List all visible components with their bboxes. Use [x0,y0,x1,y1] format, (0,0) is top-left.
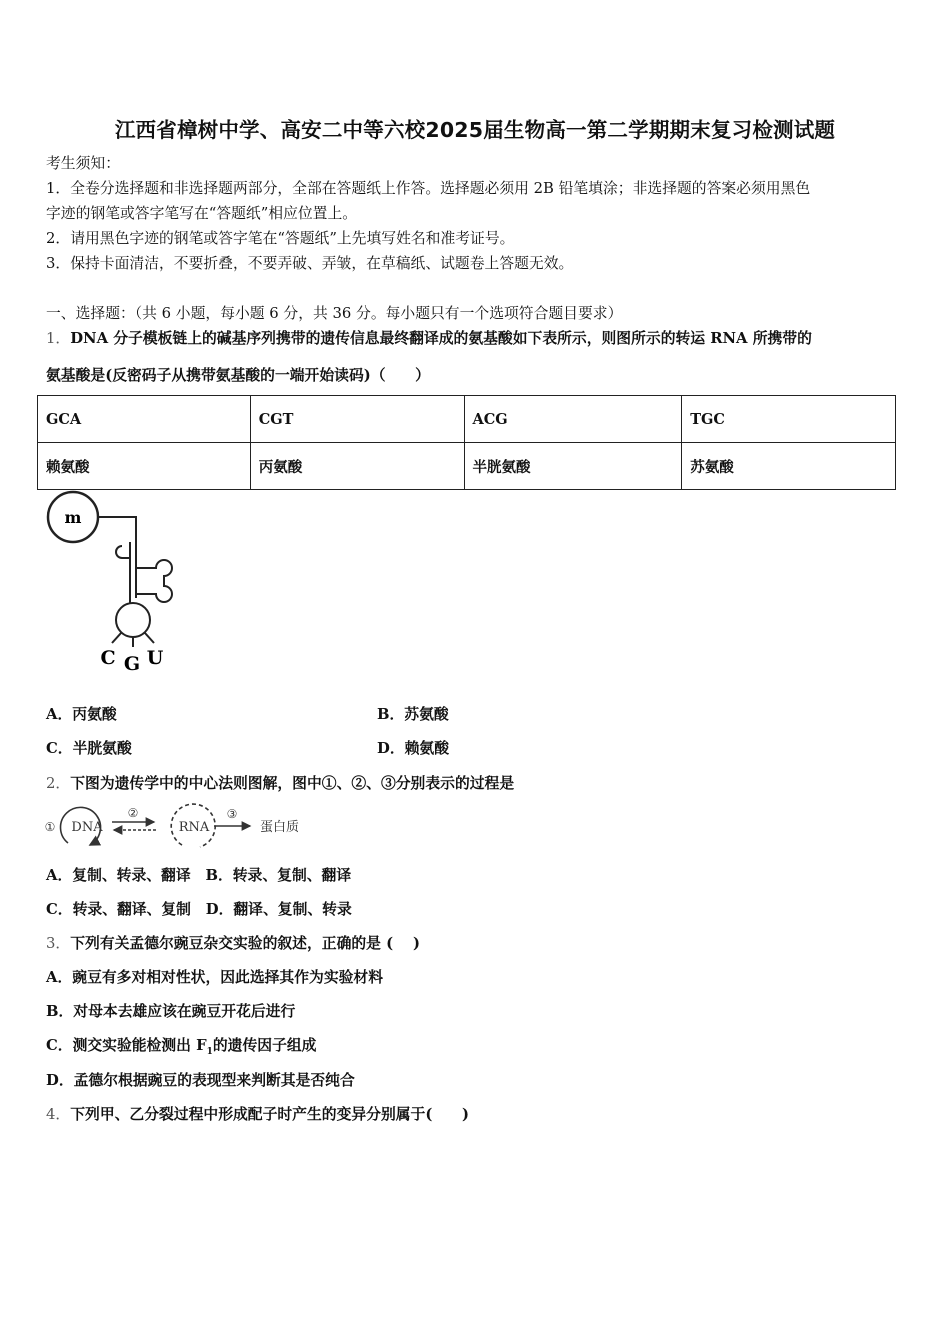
table-cell: GCA [38,396,251,443]
question-2-stem-text: 下图为遗传学中的中心法则图解，图中①、②、③分别表示的过程是 [70,775,515,792]
question-2-number: 2． [46,775,71,792]
question-2-stem [46,772,514,793]
question-1-number: 1． [46,330,71,347]
question-3-option-b[interactable]: B．对母本去雄应该在豌豆开花后进行 [46,1003,296,1020]
notice-line-1b: 字迹的钢笔或答字笔写在“答题纸”相应位置上。 [46,205,358,222]
option-c-text: C．测交实验能检测出 F [46,1037,207,1054]
question-1-stem-a-text: DNA 分子模板链上的碱基序列携带的遗传信息最终翻译成的氨基酸如下表所示，则图所示的转运 RNA 所携带的 [70,330,812,347]
question-3-option-d[interactable]: D．孟德尔根据豌豆的表现型来判断其是否纯合 [46,1072,355,1089]
question-4-number: 4． [46,1106,71,1123]
option-c-text-end: 的遗传因子组成 [212,1037,317,1054]
question-3-option-a[interactable]: A．豌豆有多对相对性状，因此选择其作为实验材料 [46,969,384,986]
question-3-stem-text: 下列有关孟德尔豌豆杂交实验的叙述，正确的是 ( ) [70,935,421,952]
option-d[interactable]: D．赖氨酸 [377,740,450,757]
process-label-2: ② [127,806,139,820]
question-2-options-row-1[interactable]: A．复制、转录、翻译 B．转录、复制、翻译 [46,867,352,884]
table-cell: 半胱氨酸 [464,443,682,490]
page-title: 江西省樟树中学、高安二中等六校2025届生物高一第二学期期末复习检测试题 [114,118,836,142]
table-row [38,443,896,490]
rna-label: RNA [178,820,210,835]
question-2-options-row-2[interactable]: C．转录、翻译、复制 D．翻译、复制、转录 [46,901,352,918]
central-dogma-diagram [40,800,320,852]
process-label-1: ① [44,820,56,834]
trna-right-loop [136,560,172,602]
question-3-option-c[interactable] [46,1034,316,1057]
table-cell: CGT [250,396,464,443]
option-b[interactable]: B．苏氨酸 [377,706,449,723]
table-cell: TGC [682,396,896,443]
base-label: C [100,647,116,669]
anticodon-loop [116,603,150,637]
trna-left-loop [116,546,130,558]
option-c[interactable]: C．半胱氨酸 [46,740,132,757]
notice-line-1a: 1．全卷分选择题和非选择题两部分，全部在答题纸上作答。选择题必须用 2B 铅笔填涂；非选择题的答案必须用黑色 [46,180,811,197]
table-cell: 苏氨酸 [682,443,896,490]
codon-table [37,395,896,490]
question-1-stem-a [46,327,812,348]
base-label: U [146,647,164,669]
notice-heading: 考生须知： [46,155,120,172]
notice-line-3: 3．保持卡面清洁，不要折叠，不要弄破、弄皱，在草稿纸、试题卷上答题无效。 [46,255,574,272]
table-cell: ACG [464,396,682,443]
base-label: G [123,653,141,675]
dna-label: DNA [71,820,103,835]
process-label-3: ③ [226,807,238,821]
protein-label: 蛋白质 [260,820,300,835]
question-4-stem [46,1103,469,1124]
trna-figure [40,490,200,675]
table-cell: 丙氨酸 [250,443,464,490]
table-row [38,396,896,443]
question-3-number: 3． [46,935,71,952]
question-1-stem-b: 氨基酸是(反密码子从携带氨基酸的一端开始读码)（ ） [46,367,430,384]
subscript: 1 [206,1046,213,1057]
table-cell: 赖氨酸 [38,443,251,490]
question-4-stem-text: 下列甲、乙分裂过程中形成配子时产生的变异分别属于( ) [70,1106,469,1123]
notice-line-2: 2．请用黑色字迹的钢笔或答字笔在“答题纸”上先填写姓名和准考证号。 [46,230,515,247]
option-a[interactable]: A．丙氨酸 [46,706,117,723]
section-heading: 一、选择题：（共 6 小题，每小题 6 分，共 36 分。每小题只有一个选项符合题目要求） [46,305,623,322]
question-3-stem [46,932,420,953]
trna-circle-label: m [64,508,82,527]
